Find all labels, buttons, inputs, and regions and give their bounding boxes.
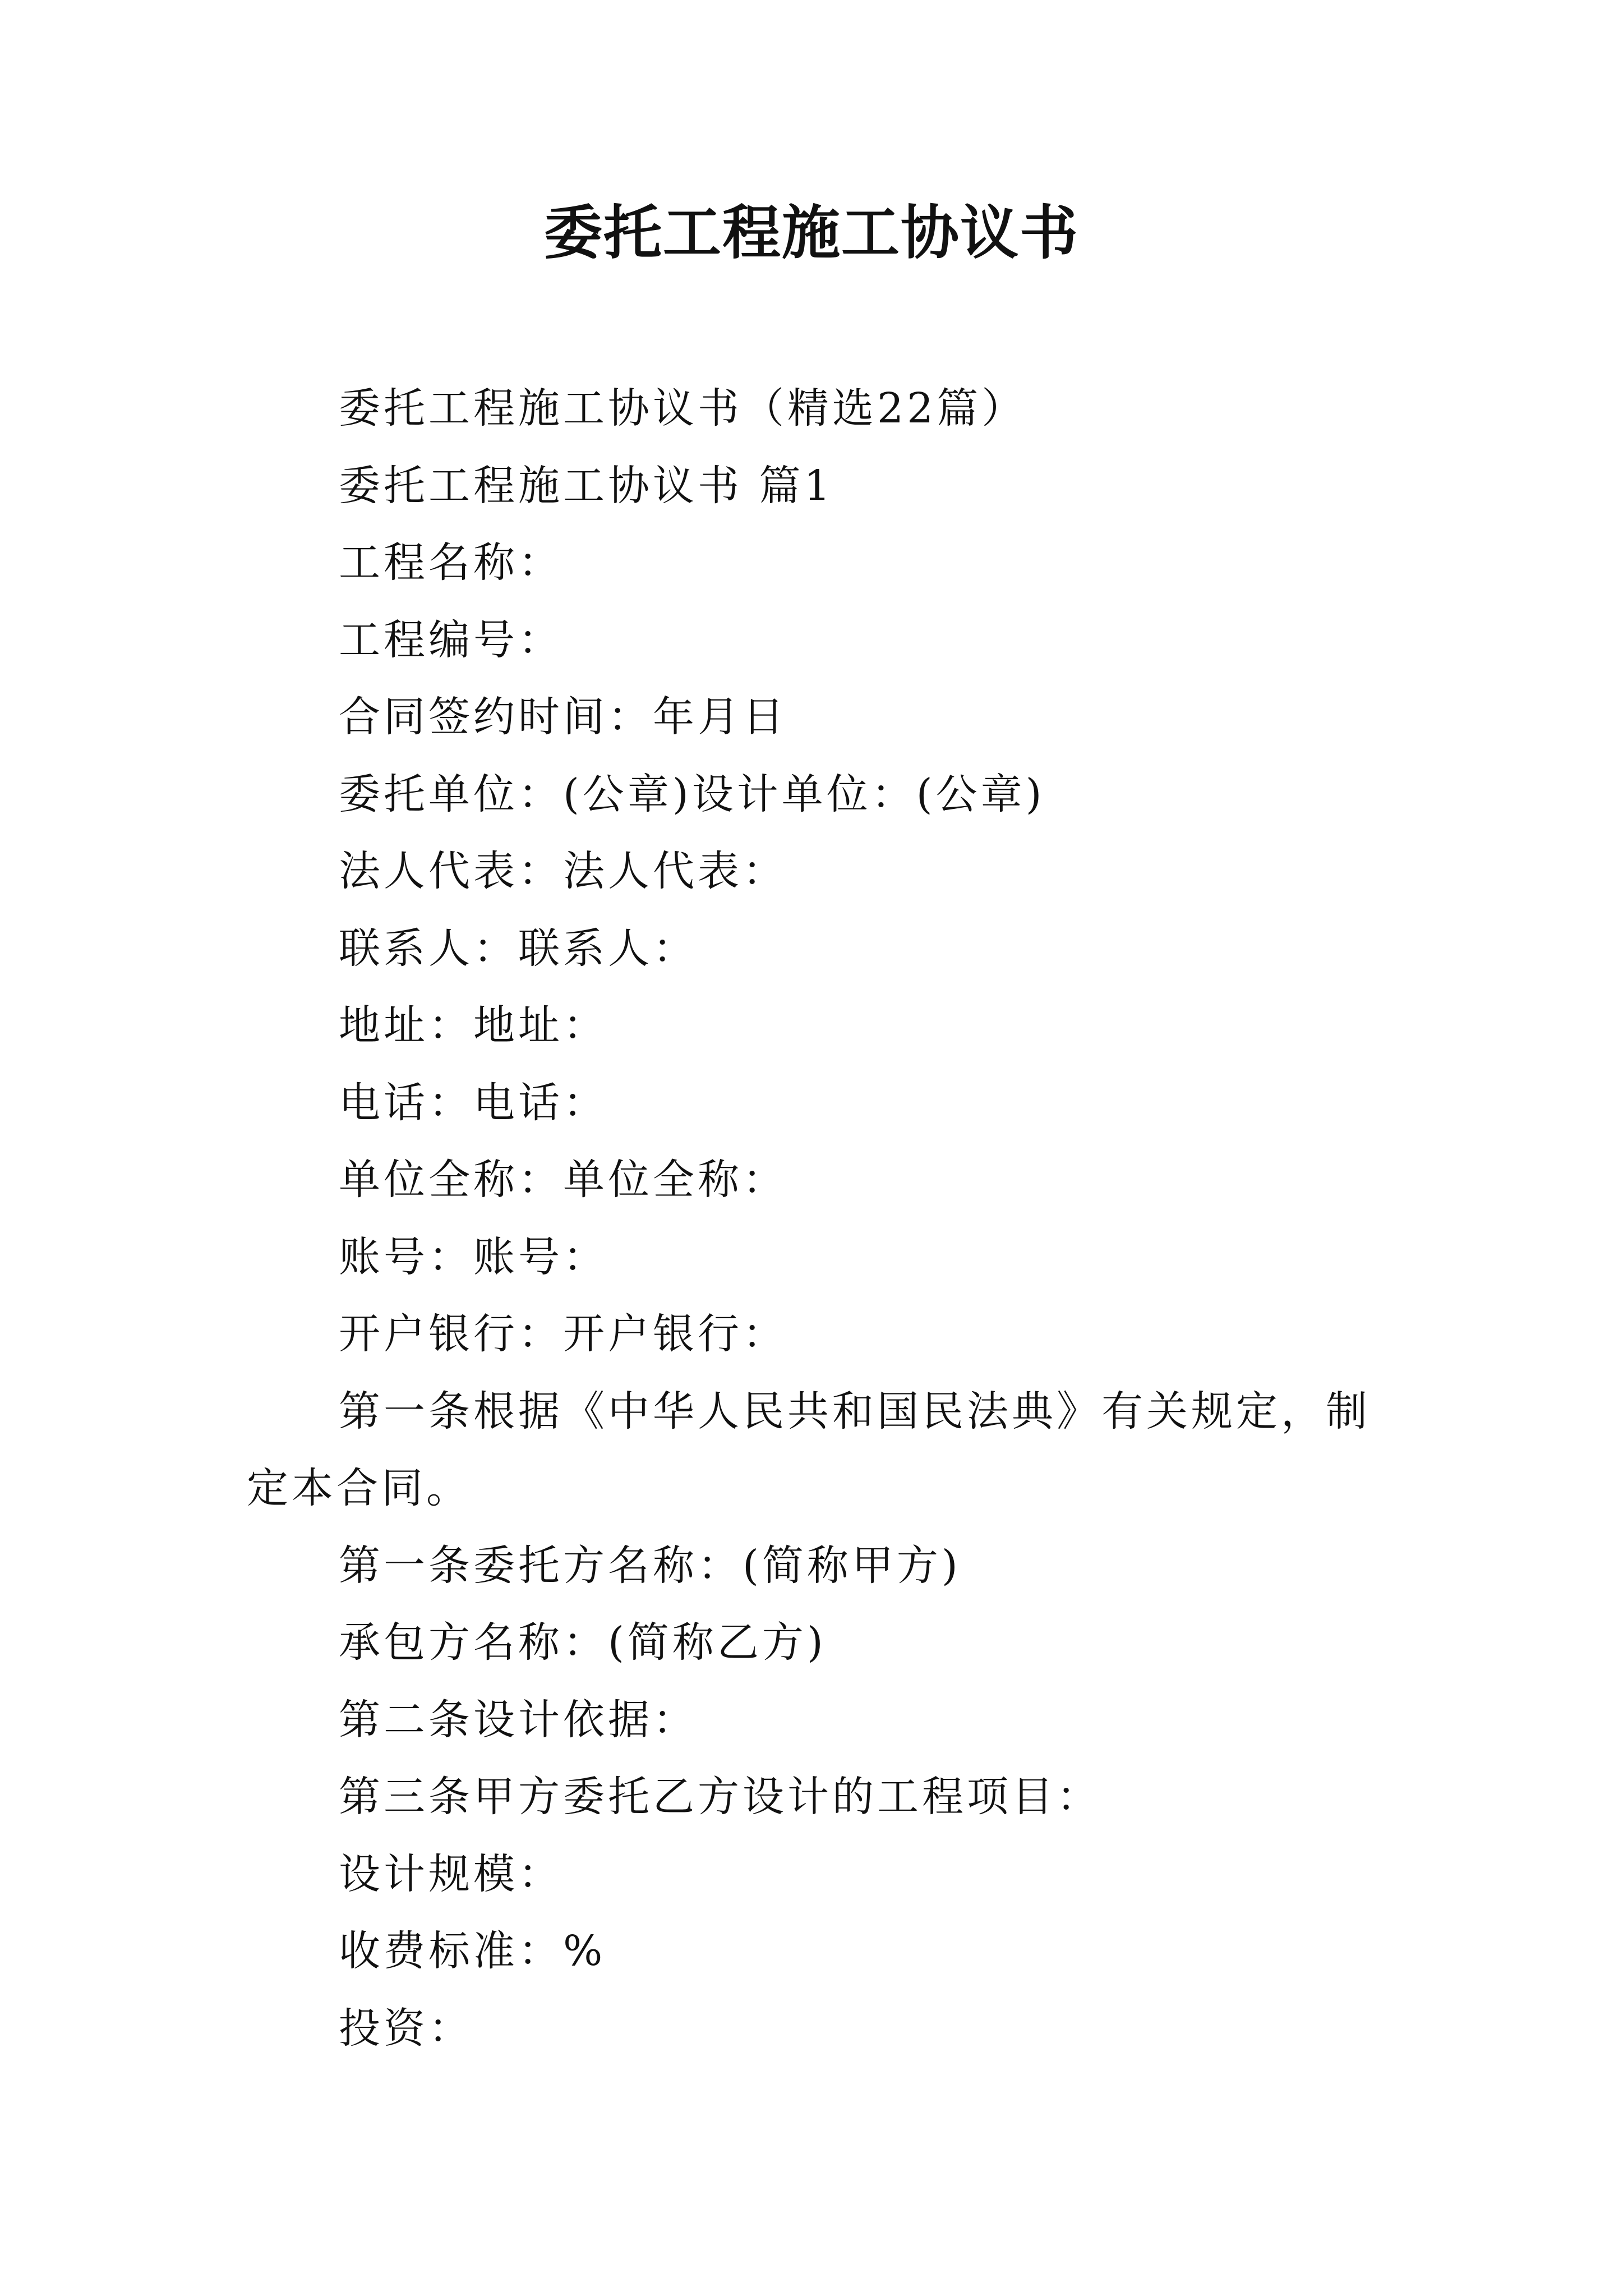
paragraph-subtitle: 委托工程施工协议书（精选22篇） (339, 384, 1027, 432)
paragraph-project-name: 工程名称： (339, 539, 563, 587)
paragraph-address: 地址：地址： (339, 1001, 608, 1050)
paragraph-phone: 电话：电话： (339, 1078, 608, 1127)
paragraph-project-number: 工程编号： (339, 615, 563, 664)
paragraph-design-basis: 第二条设计依据： (339, 1695, 698, 1744)
paragraph-account: 账号：账号： (339, 1232, 608, 1281)
paragraph-signing-date: 合同签约时间：年月日 (339, 693, 787, 741)
paragraph-contractor-name: 承包方名称：(简称乙方) (339, 1618, 827, 1667)
paragraph-parties: 委托单位：(公章)设计单位：(公章) (339, 770, 1045, 818)
paragraph-design-scale: 设计规模： (339, 1849, 563, 1898)
paragraph-legal-rep: 法人代表：法人代表： (339, 847, 787, 895)
document-body (247, 370, 1391, 2067)
paragraph-client-name: 第一条委托方名称：(简称甲方) (339, 1541, 961, 1590)
paragraph-investment: 投资： (339, 2004, 473, 2053)
paragraph-unit-name: 单位全称：单位全称： (339, 1156, 787, 1204)
paragraph-bank: 开户银行：开户银行： (339, 1310, 787, 1358)
paragraph-fee-standard: 收费标准：% (339, 1927, 606, 1975)
paragraph-article-basis: 第一条根据《中华人民共和国民法典》有关规定，制定本合同。 (247, 1387, 1371, 1512)
paragraph-design-project: 第三条甲方委托乙方设计的工程项目： (339, 1773, 1101, 1821)
document-title: 委托工程施工协议书 (543, 198, 1079, 267)
paragraph-section-heading: 委托工程施工协议书 篇1 (339, 461, 834, 510)
paragraph-contact: 联系人：联系人： (339, 924, 698, 973)
